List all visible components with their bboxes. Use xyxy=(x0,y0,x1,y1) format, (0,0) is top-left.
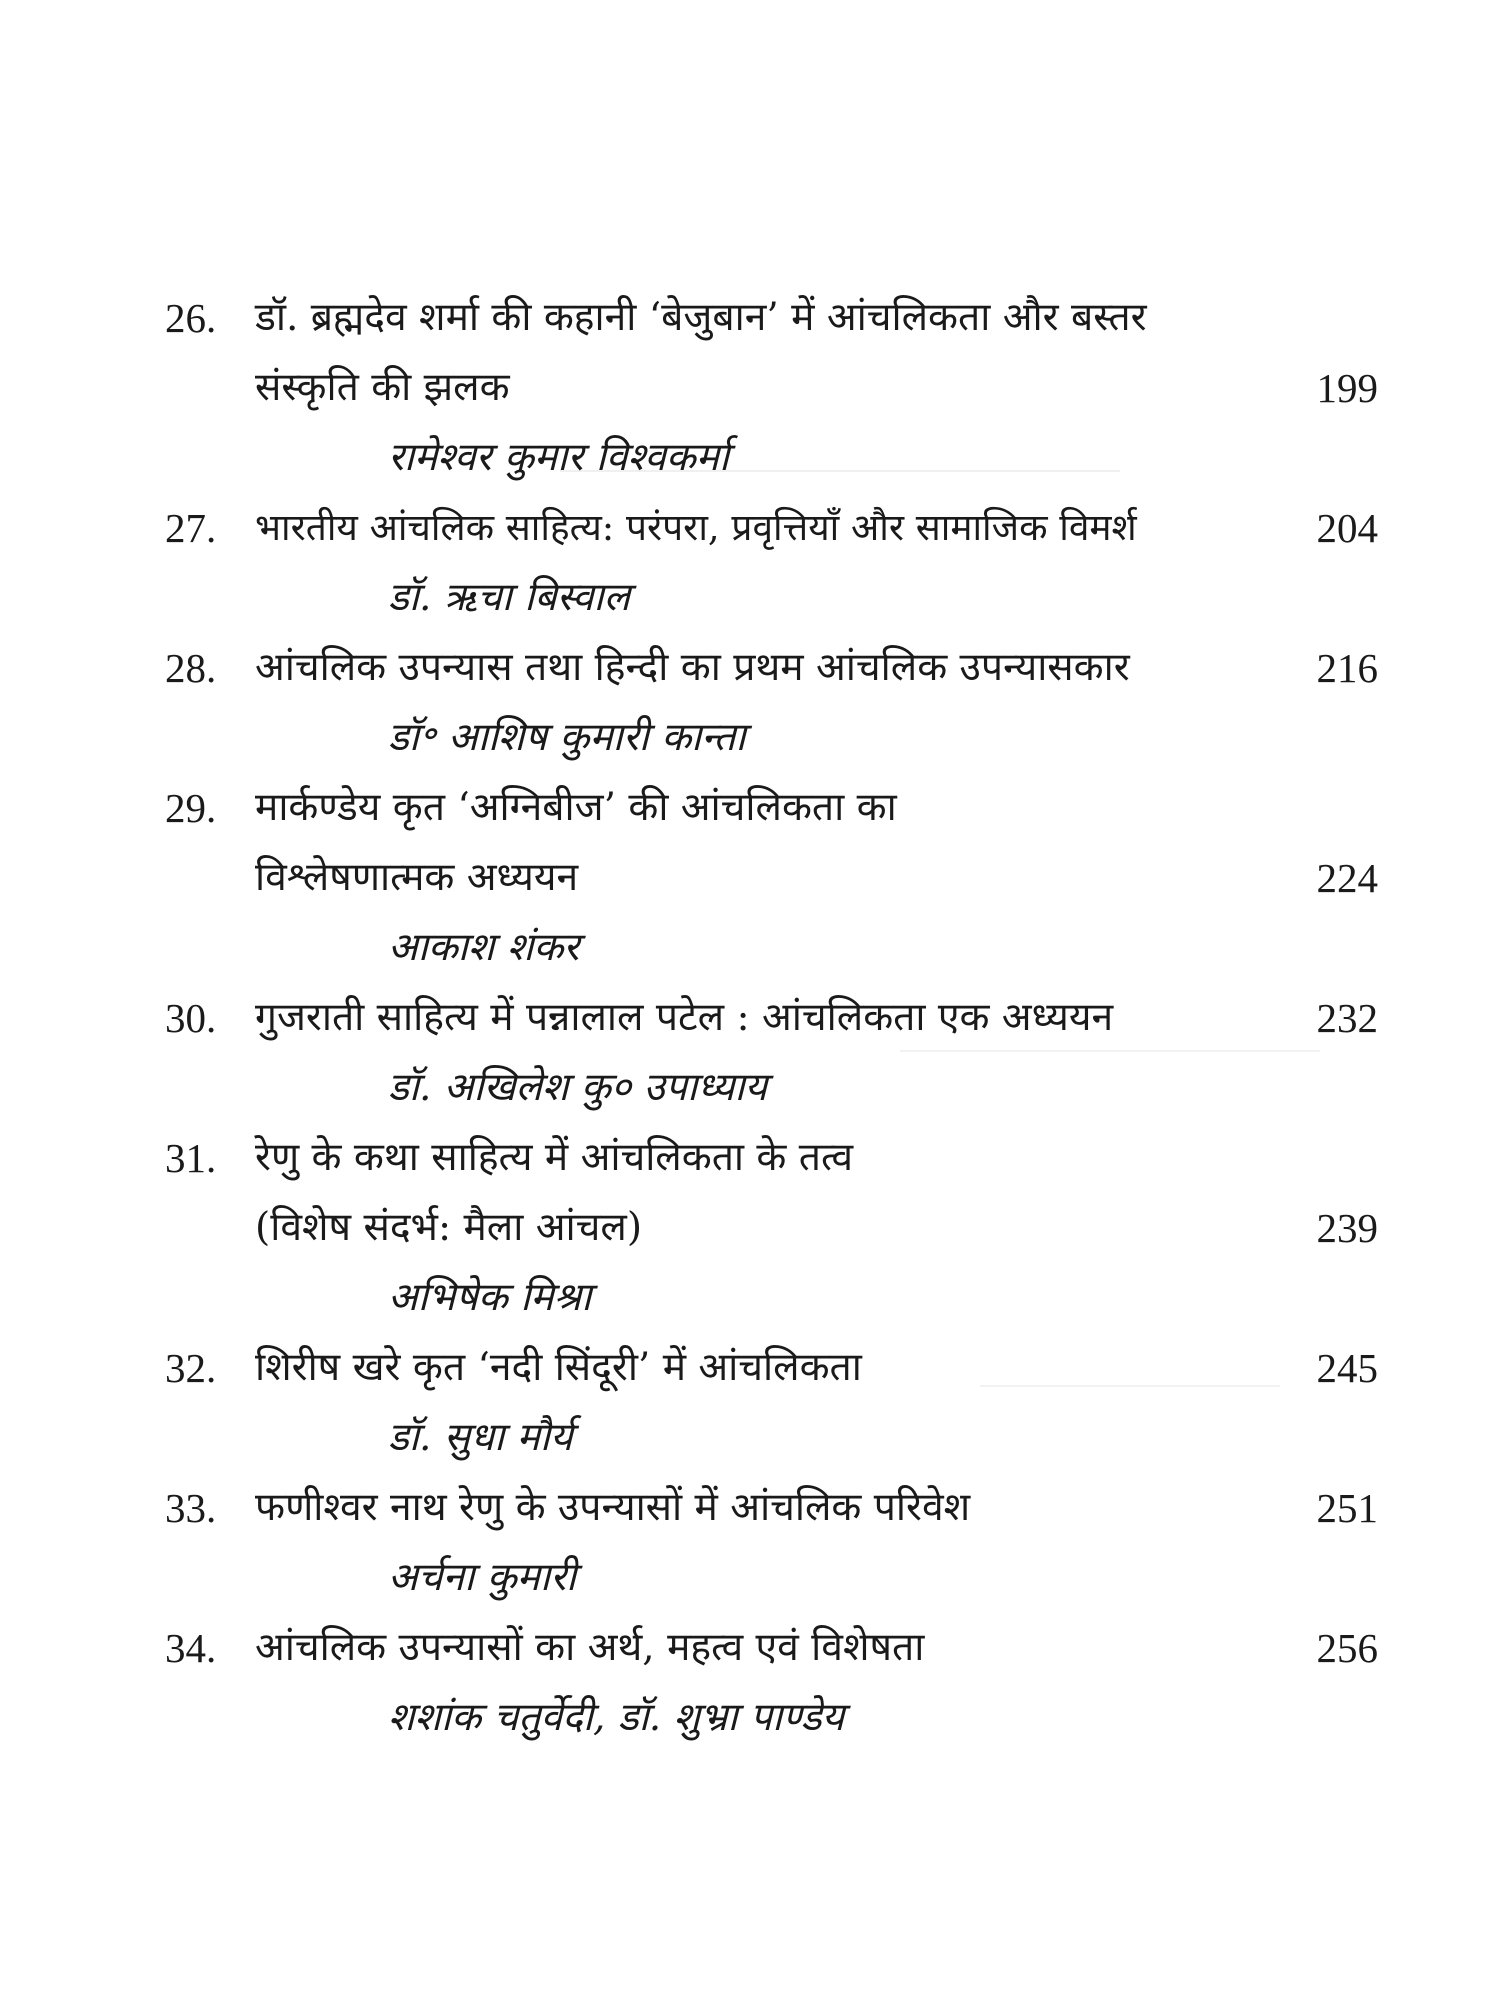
toc-entry-number: 27. xyxy=(165,505,217,551)
toc-entry-30-line-1 xyxy=(0,983,1500,1053)
toc-entry-author: डॉ. अखिलेश कु० उपाध्याय xyxy=(388,1065,768,1110)
toc-entry-page: 245 xyxy=(1316,1345,1378,1391)
toc-entry-29-line-2 xyxy=(0,843,1500,913)
toc-entry-author: अर्चना कुमारी xyxy=(388,1555,577,1600)
toc-entry-title: रेणु के कथा साहित्य में आंचलिकता के तत्व xyxy=(255,1135,854,1180)
toc-entry-number: 31. xyxy=(165,1135,217,1181)
toc-entry-title: शिरीष खरे कृत ‘नदी सिंदूरी’ में आंचलिकता xyxy=(255,1345,862,1390)
toc-entry-number: 33. xyxy=(165,1485,217,1531)
toc-entry-number: 28. xyxy=(165,645,217,691)
toc-entry-32-author xyxy=(0,1403,1500,1473)
toc-entry-title: भारतीय आंचलिक साहित्य: परंपरा, प्रवृत्तियाँ और सामाजिक विमर्श xyxy=(255,506,1137,549)
toc-entry-31-author xyxy=(0,1263,1500,1333)
toc-entry-34-line-1 xyxy=(0,1613,1500,1683)
toc-entry-page: 251 xyxy=(1316,1485,1378,1531)
toc-entry-title: आंचलिक उपन्यासों का अर्थ, महत्व एवं विशेषता xyxy=(255,1625,925,1670)
toc-entry-page: 216 xyxy=(1316,645,1378,691)
toc-entry-author: शशांक चतुर्वेदी, डॉ. शुभ्रा पाण्डेय xyxy=(388,1695,845,1740)
toc-entry-page: 256 xyxy=(1316,1625,1378,1671)
toc-entry-title: मार्कण्डेय कृत ‘अग्निबीज’ की आंचलिकता का xyxy=(255,785,897,830)
toc-entry-title: फणीश्वर नाथ रेणु के उपन्यासों में आंचलिक परिवेश xyxy=(255,1485,971,1530)
toc-entry-31-line-2 xyxy=(0,1193,1500,1263)
toc-entry-29-line-1 xyxy=(0,773,1500,843)
toc-entry-number: 30. xyxy=(165,995,217,1041)
toc-entry-28-line-1 xyxy=(0,633,1500,703)
toc-entry-33-line-1 xyxy=(0,1473,1500,1543)
toc-entry-number: 34. xyxy=(165,1625,217,1671)
toc-entry-26-author xyxy=(0,423,1500,493)
toc-entry-34-author xyxy=(0,1683,1500,1753)
toc-entry-page: 199 xyxy=(1316,365,1378,411)
toc-entry-29-author xyxy=(0,913,1500,983)
toc-entry-title: (विशेष संदर्भ: मैला आंचल) xyxy=(255,1205,643,1250)
toc-entry-author: रामेश्वर कुमार विश्वकर्मा xyxy=(388,435,730,480)
toc-entry-number: 32. xyxy=(165,1345,217,1391)
toc-entry-author: डॉ॰ आशिष कुमारी कान्ता xyxy=(388,715,746,760)
toc-entry-31-line-1 xyxy=(0,1123,1500,1193)
toc-entry-page: 232 xyxy=(1316,995,1378,1041)
toc-entry-32-line-1 xyxy=(0,1333,1500,1403)
toc-entry-number: 29. xyxy=(165,785,217,831)
toc-entry-title: विश्लेषणात्मक अध्ययन xyxy=(255,855,579,900)
toc-entry-28-author xyxy=(0,703,1500,773)
toc-entry-author: डॉ. सुधा मौर्य xyxy=(388,1415,573,1460)
toc-entry-author: अभिषेक मिश्रा xyxy=(388,1275,592,1320)
toc-entry-26-line-2 xyxy=(0,353,1500,423)
toc-entry-page: 204 xyxy=(1316,505,1378,551)
toc-entry-27-line-1 xyxy=(0,493,1500,563)
toc-entry-number: 26. xyxy=(165,295,217,341)
toc-entry-author: आकाश शंकर xyxy=(388,925,580,970)
toc-entry-30-author xyxy=(0,1053,1500,1123)
toc-entry-26-line-1 xyxy=(0,283,1500,353)
toc-entry-33-author xyxy=(0,1543,1500,1613)
toc-entry-author: डॉ. ऋचा बिस्वाल xyxy=(388,575,631,620)
toc-entry-title: संस्कृति की झलक xyxy=(255,365,510,410)
toc-entry-title: आंचलिक उपन्यास तथा हिन्दी का प्रथम आंचलिक उपन्यासकार xyxy=(255,645,1130,690)
toc-entry-title: गुजराती साहित्य में पन्नालाल पटेल : आंचलिकता एक अध्ययन xyxy=(255,995,1114,1040)
toc-entry-27-author xyxy=(0,563,1500,633)
toc-entry-page: 224 xyxy=(1316,855,1378,901)
toc-entry-title: डॉ. ब्रह्मदेव शर्मा की कहानी ‘बेजुबान’ में आंचलिकता और बस्तर xyxy=(255,295,1147,340)
toc-entry-page: 239 xyxy=(1316,1205,1378,1251)
